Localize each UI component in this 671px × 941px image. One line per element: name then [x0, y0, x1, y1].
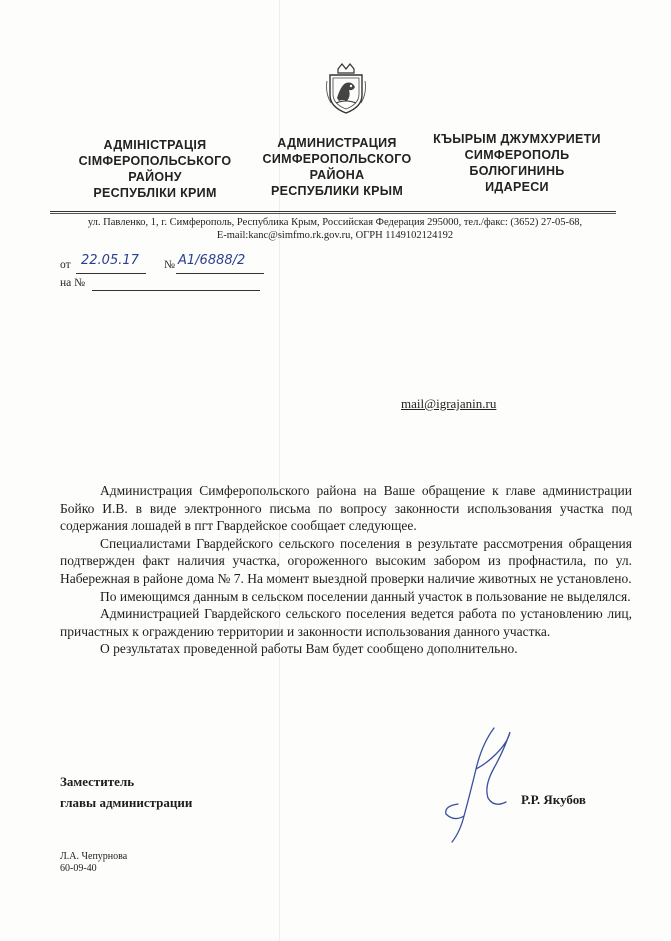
header-ukrainian-line: СІМФЕРОПОЛЬСЬКОГО	[78, 154, 232, 168]
body-paragraph: По имеющимся данным в сельском поселении данный участок в пользование не выделялся.	[100, 588, 631, 604]
body-paragraph: Администрация Симферопольского района на Ваше обращение к главе администрации Бойко И.В. в виде электронного письма по вопросу законности использования участка под содержания лошадей в пгт Гвардейское сообщает следующее.	[60, 483, 632, 534]
header-crimean-tatar-line: СИМФЕРОПОЛЬ	[464, 148, 570, 162]
header-divider	[50, 211, 616, 212]
header-ukrainian-line: АДМІНІСТРАЦІЯ	[103, 138, 207, 152]
header-ukrainian	[55, 137, 255, 201]
signatory-name: Р.Р. Якубов	[521, 792, 586, 807]
executor-phone: 60-09-40	[60, 863, 97, 874]
ref-number-line	[176, 273, 264, 274]
handwritten-signature	[424, 724, 534, 849]
ref-from-label: от	[60, 259, 71, 271]
crimea-coat-of-arms-icon	[325, 63, 367, 115]
body-paragraph: Администрацией Гвардейского сельского поселения ведется работа по установлению лиц, причастных к ограждению территории и законности использования данного участка.	[60, 606, 632, 639]
header-crimean-tatar-line: ИДАРЕСИ	[485, 180, 549, 194]
body-paragraph: Специалистами Гвардейского сельского поселения в результате рассмотрения обращения подтвержден факт наличия участка, огороженного высоким забором из профнастила, по ул. Набережная в районе дома № 7. На момент выездной проверки наличие животных не установлено.	[60, 535, 632, 586]
ref-to-label: на №	[60, 277, 86, 289]
contact-email-ogrn: E-mail:kanc@simfmo.rk.gov.ru, ОГРН 1149102124192	[216, 230, 454, 241]
header-russian-line: СИМФЕРОПОЛЬСКОГО	[262, 152, 412, 166]
ref-to-line	[92, 290, 260, 291]
contact-address: ул. Павленко, 1, г. Симферополь, Республика Крым, Российская Федерация 295000, тел./факс: (3652) 27-05-68,	[87, 217, 583, 228]
header-ukrainian-line: РЕСПУБЛІКИ КРИМ	[93, 186, 217, 200]
letter-body	[60, 482, 632, 658]
header-russian-line: РЕСПУБЛИКИ КРЫМ	[270, 184, 404, 198]
ref-date-handwritten: 22.05.17	[81, 253, 139, 268]
header-russian	[237, 135, 437, 199]
header-crimean-tatar	[412, 131, 622, 195]
body-paragraph: О результатах проведенной работы Вам будет сообщено дополнительно.	[100, 641, 518, 657]
header-divider-thin	[50, 213, 616, 214]
header-crimean-tatar-line: БОЛЮГИНИНЬ	[469, 164, 565, 178]
ref-number-handwritten: А1/6888/2	[178, 253, 246, 268]
signatory-title	[60, 771, 192, 813]
header-ukrainian-line: РАЙОНУ	[128, 170, 182, 184]
ref-date-line	[76, 273, 146, 274]
header-russian-line: РАЙОНА	[309, 168, 365, 182]
contact-details	[50, 216, 620, 242]
ref-number-label: №	[164, 259, 175, 271]
signatory-title-line: Заместитель	[60, 774, 135, 789]
recipient-email[interactable]: mail@igrajanin.ru	[401, 396, 497, 411]
header-russian-line: АДМИНИСТРАЦИЯ	[277, 136, 397, 150]
executor-info	[60, 851, 127, 875]
executor-name: Л.А. Чепурнова	[60, 851, 128, 862]
header-crimean-tatar-line: КЪЫРЫМ ДЖУМХУРИЕТИ	[433, 132, 601, 146]
signatory-title-line: главы администрации	[60, 795, 193, 810]
